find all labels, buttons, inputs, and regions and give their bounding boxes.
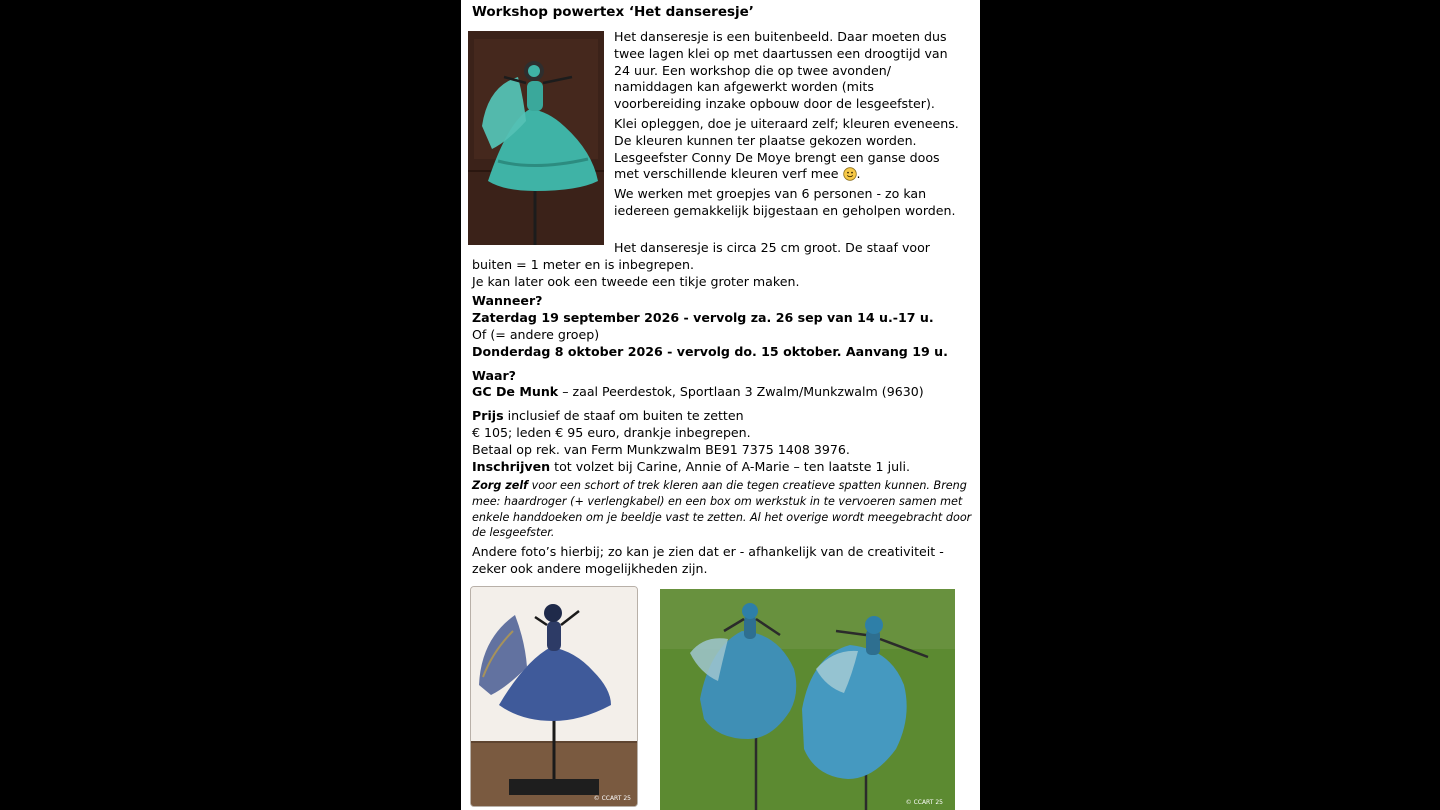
price-line: Prijs inclusief de staaf om buiten te zetten [472,408,744,424]
closing-text: Andere foto’s hierbij; zo kan je zien dat er - afhankelijk van de creativiteit - zeker ook andere mogelijkheden zijn. [472,543,944,576]
venue-address: – zaal Peerdestok, Sportlaan 3 Zwalm/Munkzwalm (9630) [558,384,924,400]
register-line: Inschrijven tot volzet bij Carine, Annie of A-Marie – ten laatste 1 juli. [472,458,911,474]
two-dancers-garden-photo [660,589,955,810]
copyright-note-1: © CCART 25 [593,795,631,802]
bring-note: Zorg zelf voor een schort of trek kleren aan die tegen creatieve spatten kunnen. Breng mee: haardroger (+ verlengkabel) en een box om werkstuk in te vervoeren samen met enkele handdoeken om je beeldje vast te zetten. Al het overige wordt meegebracht door de lesgeefster. [472,479,972,540]
blue-dancer-stand-photo [470,586,638,807]
when-date-1: Zaterdag 19 september 2026 - vervolg za. 26 sep van 14 u.-17 u. [472,310,934,326]
copyright-note-2: © CCART 25 [905,799,943,806]
intro-paragraph-2 [614,116,964,183]
when-or: Of (= andere groep) [472,326,600,342]
intro-text [614,29,964,223]
teal-dancer-illustration [468,31,604,245]
where-address [472,384,972,401]
blue-dancer-stand-illustration [471,587,637,806]
two-dancers-garden-illustration [660,589,955,810]
price-amount: € 105; leden € 95 euro, drankje inbegrepen. [472,424,751,440]
intro-paragraph-3: We werken met groepjes van 6 personen - zo kan iedereen gemakkelijk bijgestaan en geholpen worden. [614,186,956,218]
smiley-icon [843,167,857,181]
document-title: Workshop powertex ‘Het danseresje’ [472,4,754,20]
bring-note-label: Zorg zelf [472,479,529,493]
intro-paragraph-1: Het danseresje is een buitenbeeld. Daar moeten dus twee lagen klei op met daartussen een droogtijd van 24 uur. Een workshop die op twee avonden/ namiddagen kan afgewerkt worden (mits voorbereiding inzake opbouw door de lesgeefster). [614,29,948,112]
document-body [472,240,972,577]
teal-dancer-photo [468,31,604,245]
when-date-2: Donderdag 8 oktober 2026 - vervolg do. 15 oktober. Aanvang 19 u. [472,343,948,359]
intro-paragraph-2-end: . [856,166,861,182]
payment-info: Betaal op rek. van Ferm Munkzwalm BE91 7375 1408 3976. [472,441,850,457]
size-line-1: Het danseresje is circa 25 cm groot. De staaf voor [614,240,930,255]
size-line-2: buiten = 1 meter en is inbegrepen. [472,256,694,272]
when-heading: Wanneer? [472,293,543,309]
document-page [461,0,980,810]
size-line-3: Je kan later ook een tweede een tikje groter maken. [472,273,800,289]
price-label: Prijs [472,408,504,424]
register-label: Inschrijven [472,458,551,474]
intro-paragraph-2-text: Klei opleggen, doe je uiteraard zelf; kleuren eveneens. De kleuren kunnen ter plaatse gekozen worden. Lesgeefster Conny De Moye brengt een ganse doos met verschillende kleuren verf mee [614,115,959,182]
where-heading: Waar? [472,367,516,383]
venue-name: GC De Munk [472,384,559,400]
